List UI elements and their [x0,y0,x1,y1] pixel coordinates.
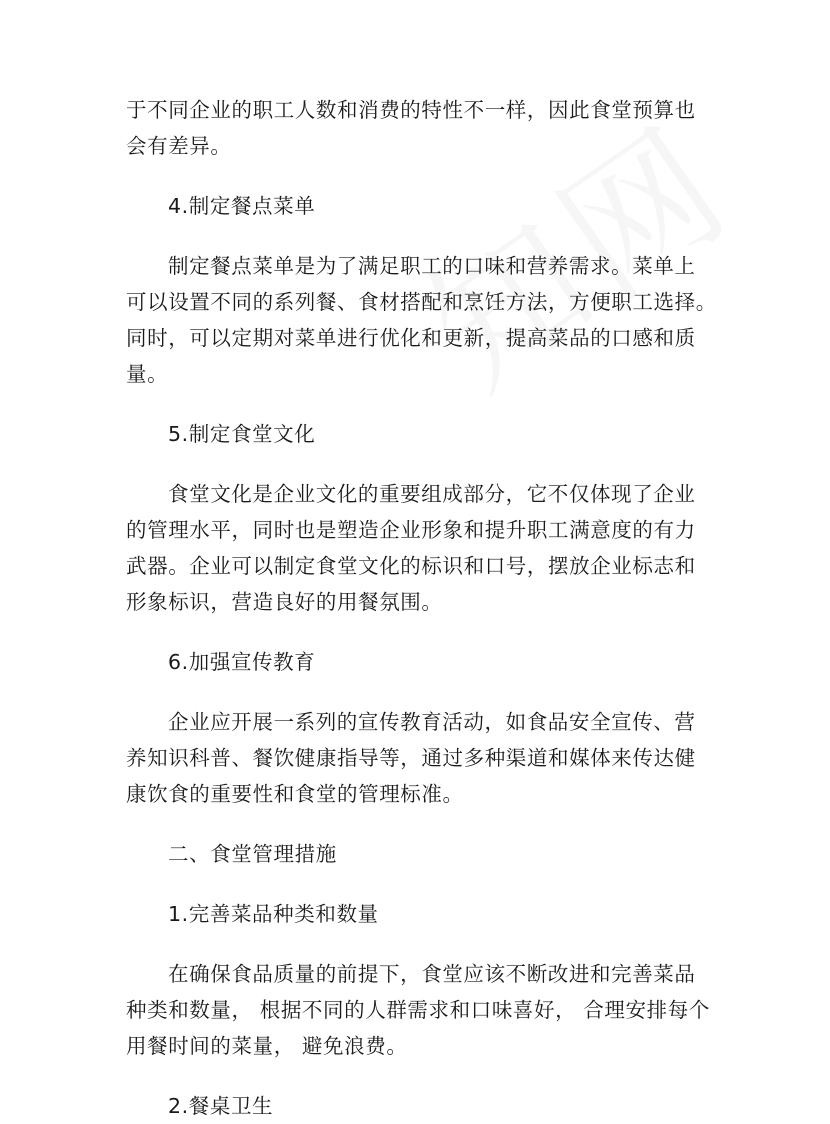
text-line: 可以设置不同的系列餐、食材搭配和烹饪方法，方便职工选择。 [126,290,717,314]
text-line: 养知识科普、餐饮健康指导等，通过多种渠道和媒体来传达健 [126,746,696,770]
text-line: 用餐时间的菜量， 避免浪费。 [126,1034,408,1058]
heading-menu [126,188,716,224]
text-line: 同时，可以定期对菜单进行优化和更新，提高菜品的口感和质 [126,326,696,350]
text-line: 企业应开展一系列的宣传教育活动，如食品安全宣传、营 [168,710,696,734]
section-heading: 4.制定餐点菜单 [168,194,316,218]
heading-culture [126,416,716,452]
paragraph-budget-continuation [126,92,716,164]
text-line: 制定餐点菜单是为了满足职工的口味和营养需求。菜单上 [168,254,696,278]
heading-management-measures [126,836,716,872]
paragraph-menu [126,248,716,392]
text-line: 在确保食品质量的前提下，食堂应该不断改进和完善菜品 [168,962,696,986]
heading-education [126,644,716,680]
section-heading: 1.完善菜品种类和数量 [168,902,379,926]
paragraph-dish-variety [126,956,716,1064]
text-line: 量。 [126,362,169,386]
section-heading: 二、食堂管理措施 [168,842,337,866]
text-line: 于不同企业的职工人数和消费的特性不一样，因此食堂预算也 [126,98,696,122]
document-content [126,92,716,1124]
text-line: 食堂文化是企业文化的重要组成部分，它不仅体现了企业 [168,482,696,506]
text-line: 会有差异。 [126,134,232,158]
section-heading: 5.制定食堂文化 [168,422,316,446]
text-line: 形象标识，营造良好的用餐氛围。 [126,590,443,614]
text-line: 种类和数量， 根据不同的人群需求和口味喜好， 合理安排每个 [126,998,710,1022]
text-line: 康饮食的重要性和食堂的管理标准。 [126,782,464,806]
heading-dish-variety [126,896,716,932]
heading-table-hygiene [126,1088,716,1124]
text-line: 武器。企业可以制定食堂文化的标识和口号，摆放企业标志和 [126,554,696,578]
paragraph-education [126,704,716,812]
section-heading: 2.餐桌卫生 [168,1094,274,1118]
paragraph-culture [126,476,716,620]
section-heading: 6.加强宣传教育 [168,650,316,674]
text-line: 的管理水平，同时也是塑造企业形象和提升职工满意度的有力 [126,518,696,542]
